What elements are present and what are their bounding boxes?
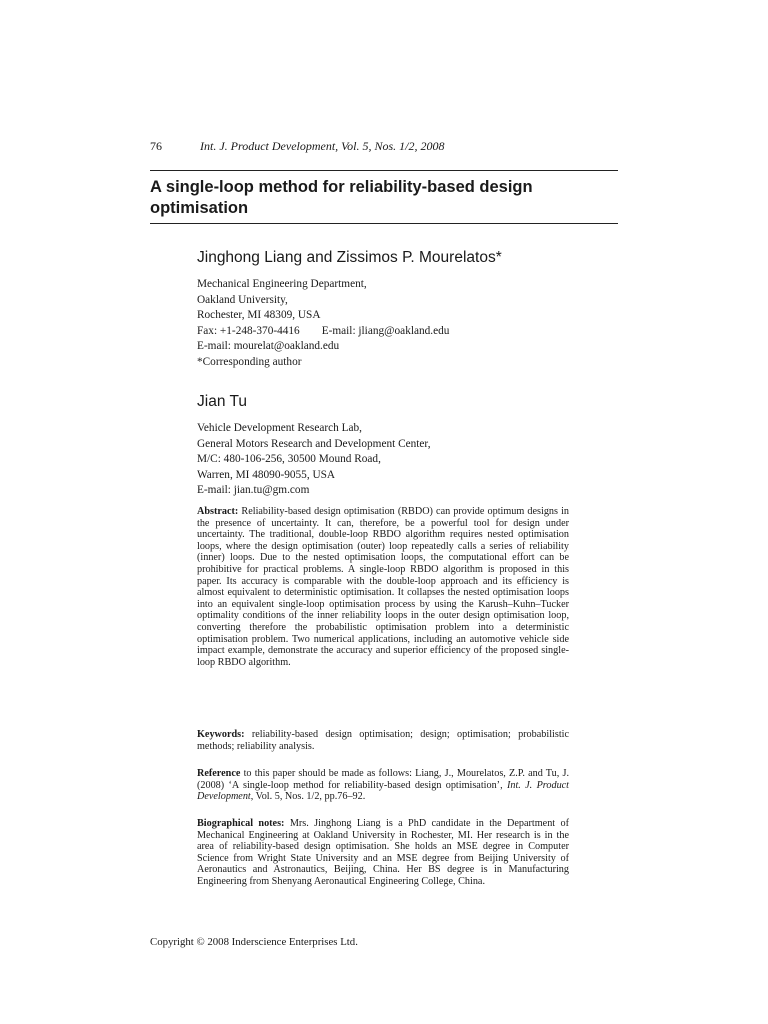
reference-label: Reference xyxy=(197,768,241,779)
author-name: Jian Tu xyxy=(197,393,247,410)
keywords-label: Keywords: xyxy=(197,729,245,740)
affiliation-line: Mechanical Engineering Department, xyxy=(197,278,367,290)
author-block-1 xyxy=(197,248,577,371)
reference-details: , Vol. 5, Nos. 1/2, pp.76–92. xyxy=(250,791,366,803)
affiliation-line: General Motors Research and Development Center, xyxy=(197,437,431,450)
title-bottom-rule xyxy=(150,223,618,224)
affiliation-line: Warren, MI 48090-9055, USA xyxy=(197,468,336,481)
keywords xyxy=(197,729,569,752)
biographical-notes xyxy=(197,818,569,888)
paper-title: A single-loop method for reliability-based design optimisation xyxy=(150,178,533,217)
reference-note xyxy=(197,768,569,803)
email-address: E-mail: jliang@oakland.edu xyxy=(321,324,450,337)
bio-label: Biographical notes: xyxy=(197,818,285,829)
reference-journal: Int. J. Product Development xyxy=(197,779,570,803)
abstract-label: Abstract: xyxy=(197,506,239,517)
affiliation-line: Rochester, MI 48309, USA xyxy=(197,309,321,322)
affiliation-line: Oakland University, xyxy=(197,293,288,306)
title-top-rule xyxy=(150,170,618,171)
copyright-notice: Copyright © 2008 Inderscience Enterprises Ltd. xyxy=(150,936,358,948)
corresponding-author-note: *Corresponding author xyxy=(197,355,302,368)
email-address: E-mail: jian.tu@gm.com xyxy=(197,484,310,497)
author-name: Jinghong Liang and Zissimos P. Mourelatos* xyxy=(197,249,502,266)
author-block-2 xyxy=(197,392,577,499)
abstract-text: Reliability-based design optimisation (RBDO) can provide optimum designs in the presence of uncertainty. It can, therefore, be a powerful tool for design under uncertainty. The traditional, double-loop RBDO algorithm requires nested optimisation loops, where the design optimisation (outer) loop repeatedly calls a series of reliability (inner) loops. Due to the nested optimisation loops, the computational effort can be prohibitive for practical problems. A single-loop RBDO algorithm is proposed in this paper. Its accuracy is comparable with the double-loop approach and its efficiency is almost equivalent to deterministic optimisation. It collapses the nested optimisation loops into an equivalent single-loop optimisation process by using the Karush–Kuhn–Tucker optimality conditions of the inner reliability loops in the outer design optimisation loop, converting therefore the probabilistic optimisation problem into a deterministic optimisation problem. Two numerical applications, including an automotive vehicle side impact example, demonstrate the accuracy and superior efficiency of the proposed single-loop RBDO algorithm. xyxy=(197,506,569,668)
journal-citation: Int. J. Product Development, Vol. 5, Nos. 1/2, 2008 xyxy=(200,139,445,153)
keywords-text: reliability-based design optimisation; design; optimisation; probabilistic methods; reliability analysis. xyxy=(197,729,569,752)
affiliation-line: Vehicle Development Research Lab, xyxy=(197,422,362,434)
running-head xyxy=(150,138,620,154)
reference-text: to this paper should be made as follows: Liang, J., Mourelatos, Z.P. and Tu, J. (2008) ‘A single-loop method for reliability-based design optimisation’, xyxy=(197,768,570,791)
affiliation-line: M/C: 480-106-256, 30500 Mound Road, xyxy=(197,453,381,466)
contact-line xyxy=(197,324,577,340)
bio-text: Mrs. Jinghong Liang is a PhD candidate in the Department of Mechanical Engineering at Oakland University in Rochester, MI. Her research is in the area of reliability-based design optimisation. She holds an MSE degree in Computer Science from Wright State University and an MSE degree from Beijing University of Aeronautics and Astronautics, Beijing, China. Her BS degree is in Manufacturing Engineering from Shenyang Aeronautical Engineering College, China. xyxy=(197,818,569,887)
email-address: E-mail: mourelat@oakland.edu xyxy=(197,340,340,353)
page-number: 76 xyxy=(150,139,162,153)
fax-number: Fax: +1-248-370-4416 xyxy=(197,324,300,337)
abstract xyxy=(197,506,569,668)
